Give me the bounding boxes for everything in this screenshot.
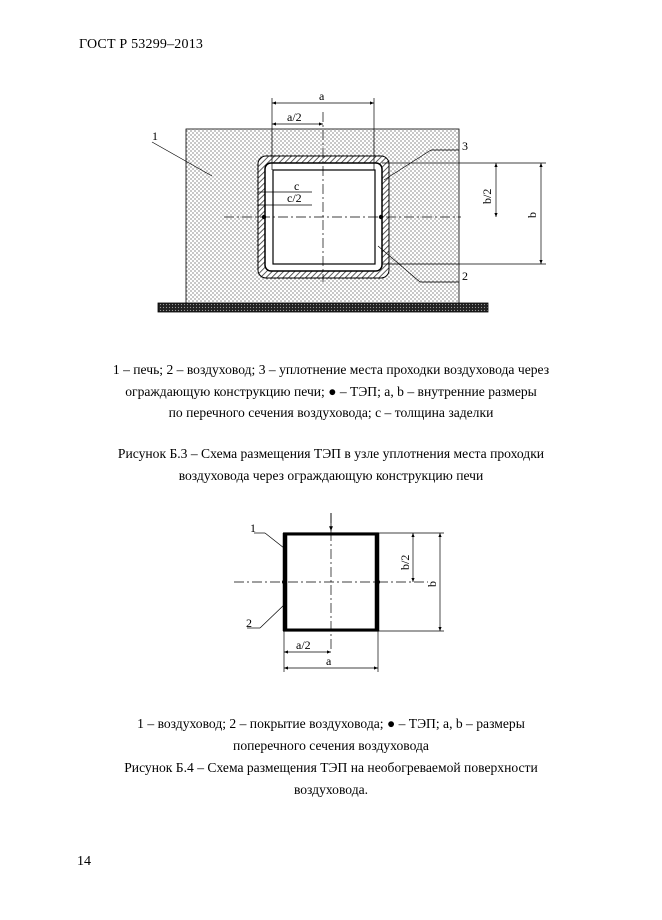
legend-line: 1 – воздуховод; 2 – покрытие воздуховода; ● – ТЭП; a, b – размеры bbox=[137, 716, 525, 731]
callout-2: 2 bbox=[246, 616, 252, 630]
sensor-point bbox=[282, 580, 286, 584]
dim-a-label: a bbox=[326, 654, 332, 668]
figure-title-line: Рисунок Б.3 – Схема размещения ТЭП в узле уплотнения места проходки bbox=[117, 446, 545, 461]
dim-b-half-label: b/2 bbox=[398, 554, 412, 570]
figure-b4-title bbox=[40, 757, 622, 800]
dim-b-label: b bbox=[425, 581, 439, 587]
dim-a-half-label: a/2 bbox=[296, 638, 311, 652]
dim-b-label: b bbox=[525, 212, 539, 218]
document-header: ГОСТ Р 53299–2013 bbox=[79, 37, 204, 52]
figure-b4-legend bbox=[40, 713, 622, 756]
figure-title-line: воздуховода через ограждающую конструкцию печи bbox=[178, 467, 484, 483]
sensor-point bbox=[376, 580, 380, 584]
callout-1: 1 bbox=[152, 129, 158, 143]
dim-a-label: a bbox=[319, 89, 325, 103]
dim-a-half-label: a/2 bbox=[287, 110, 302, 124]
callout-3: 3 bbox=[462, 139, 468, 153]
callout-2: 2 bbox=[462, 269, 468, 283]
dim-b-half-label: b/2 bbox=[480, 188, 494, 204]
legend-line: поперечного сечения воздуховода bbox=[233, 737, 429, 753]
figure-title-line: воздуховода. bbox=[293, 781, 369, 797]
dim-c-label: c bbox=[294, 179, 300, 193]
page-number: 14 bbox=[77, 854, 91, 869]
legend-line: 1 – печь; 2 – воздуховод; 3 – уплотнение места проходки воздуховода через bbox=[112, 362, 550, 377]
legend-line: по перечного сечения воздуховода; с – толщина заделки bbox=[168, 405, 494, 420]
figure-title-line: Рисунок Б.4 – Схема размещения ТЭП на необогреваемой поверхности bbox=[124, 760, 538, 775]
callout-1: 1 bbox=[250, 521, 256, 535]
dim-c-half-label: c/2 bbox=[287, 191, 302, 205]
legend-line: ограждающую конструкцию печи; ● – ТЭП; a, b – внутренние размеры bbox=[125, 383, 537, 399]
